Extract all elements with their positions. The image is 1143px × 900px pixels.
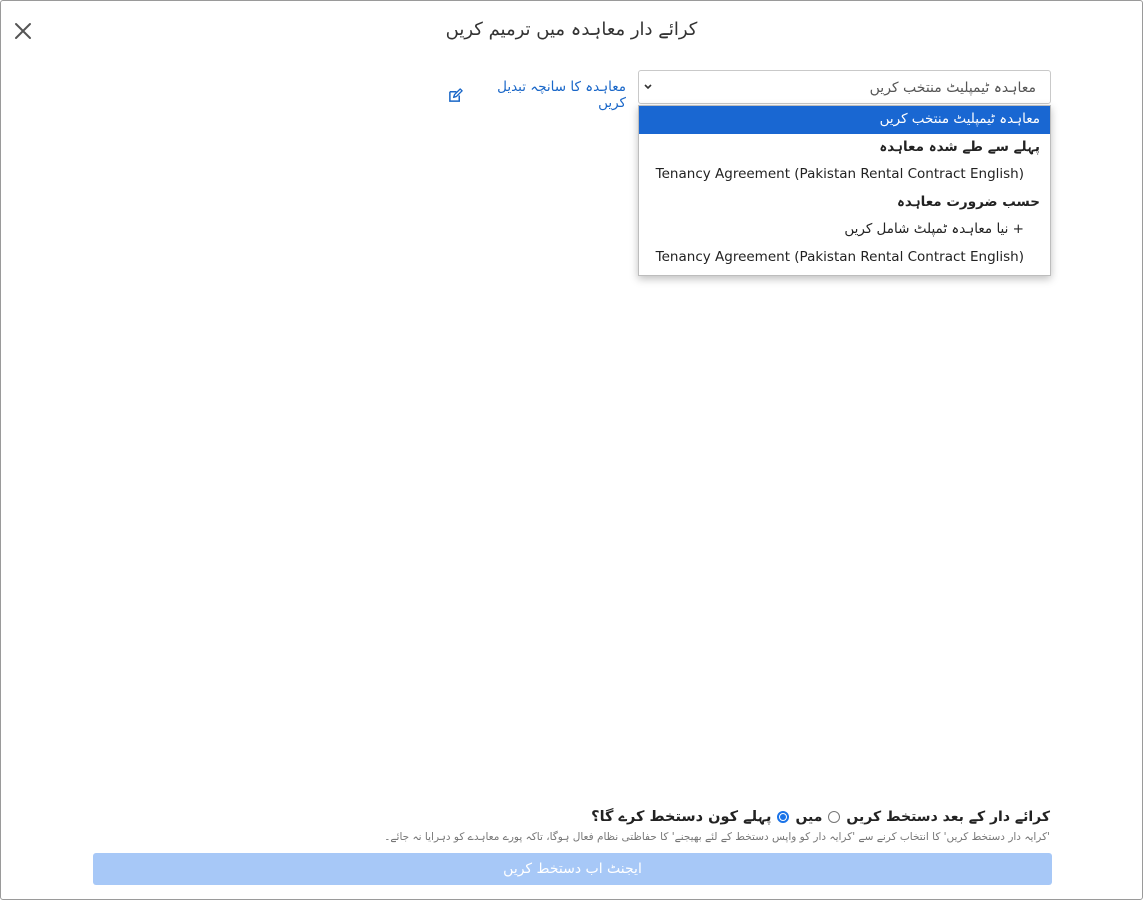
- signer-me-radio[interactable]: [777, 811, 789, 823]
- template-select[interactable]: [638, 70, 1051, 104]
- template-option-add-new[interactable]: + نیا معاہدہ ٹمپلٹ شامل کریں: [844, 221, 1024, 237]
- signing-note: 'کرایہ دار دستخط کریں' کا انتخاب کرنے سے 'کرایہ دار کو واپس دستخط کے لئے بھیجنے' کا حفاظتی نظام فعال ہوگا، تاکہ پورے معاہدے کو دہرایا نہ جائے۔: [384, 831, 1050, 843]
- template-option-select[interactable]: معاہدہ ٹیمپلیٹ منتخب کریں: [639, 106, 1050, 134]
- edit-icon: [448, 88, 463, 103]
- signer-tenant-radio[interactable]: [828, 811, 840, 823]
- change-template-link[interactable]: [448, 79, 626, 111]
- dialog-title: کرائے دار معاہدہ میں ترمیم کریں: [445, 19, 698, 40]
- agent-sign-now-button[interactable]: ایجنٹ اب دستخط کریں: [93, 853, 1052, 885]
- template-select-value: معاہدہ ٹیمپلیٹ منتخب کریں: [869, 80, 1036, 96]
- signer-me-label[interactable]: میں: [795, 809, 823, 825]
- template-group-default: پہلے سے طے شدہ معاہدہ: [879, 138, 1040, 155]
- template-group-custom: حسب ضرورت معاہدہ: [897, 193, 1040, 210]
- first-signer-question: پہلے کون دستخط کرے گا؟: [591, 809, 772, 825]
- template-option-custom-tenancy[interactable]: Tenancy Agreement (Pakistan Rental Contract English): [655, 248, 1024, 265]
- change-template-label: معاہدہ کا سانچہ تبدیل کریں: [497, 79, 626, 111]
- signer-tenant-label[interactable]: کرائے دار کے بعد دستخط کریں: [846, 809, 1050, 825]
- template-dropdown-list: [638, 105, 1051, 276]
- first-signer-group: [591, 809, 1050, 825]
- chevron-down-icon: [643, 82, 653, 92]
- template-option-default-tenancy[interactable]: Tenancy Agreement (Pakistan Rental Contract English): [655, 166, 1024, 182]
